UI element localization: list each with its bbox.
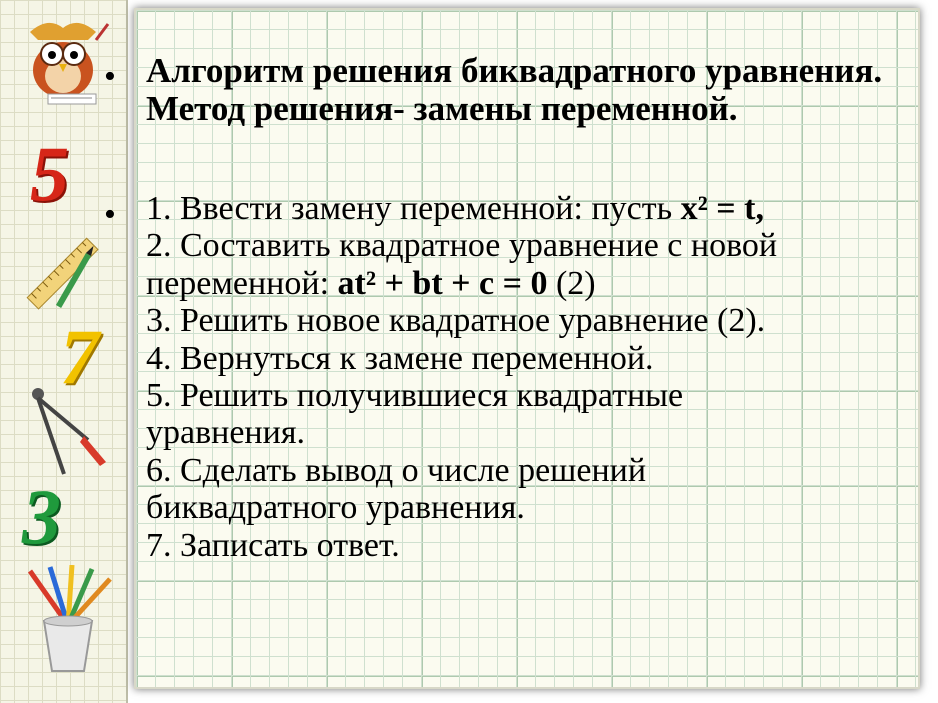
bullet-title: • <box>104 58 116 95</box>
step-1-formula: x² = t, <box>680 190 764 227</box>
step-1 <box>146 190 936 227</box>
step-7: 7. Записать ответ. <box>146 526 400 564</box>
step-2-line-a: 2. Составить квадратное уравнение с новой <box>146 227 778 265</box>
step-3: 3. Решить новое квадратное уравнение (2). <box>146 302 766 340</box>
step-4: 4. Вернуться к замене переменной. <box>146 339 654 377</box>
owl-icon <box>18 10 118 110</box>
step-6-line-b: биквадратного уравнения. <box>146 489 525 527</box>
digit-seven: 7 <box>60 313 99 400</box>
digit-five: 5 <box>30 130 69 217</box>
step-1-text: 1. Ввести замену переменной: пусть <box>146 190 681 227</box>
algorithm-steps <box>146 190 936 564</box>
step-5-line-b: уравнения. <box>146 414 305 452</box>
compass-icon <box>18 382 118 482</box>
slide-title: Алгоритм решения биквадратного уравнения. Метод решения- замены переменной. <box>146 51 883 128</box>
step-2-formula: at² + bt + c = 0 <box>337 264 548 302</box>
step-2-line-b <box>146 265 936 302</box>
step-2-text: переменной: <box>146 264 338 302</box>
step-6-line-a: 6. Сделать вывод о числе решений <box>146 451 647 489</box>
pencil-cup-icon <box>20 565 116 675</box>
decorative-sidebar <box>0 0 128 703</box>
step-5-line-a: 5. Решить получившиеся квадратные <box>146 376 684 414</box>
step-2-suffix: (2) <box>547 264 596 302</box>
digit-three: 3 <box>22 473 61 560</box>
bullet-steps: • <box>104 196 116 233</box>
ruler-pencil-icon <box>14 225 114 325</box>
